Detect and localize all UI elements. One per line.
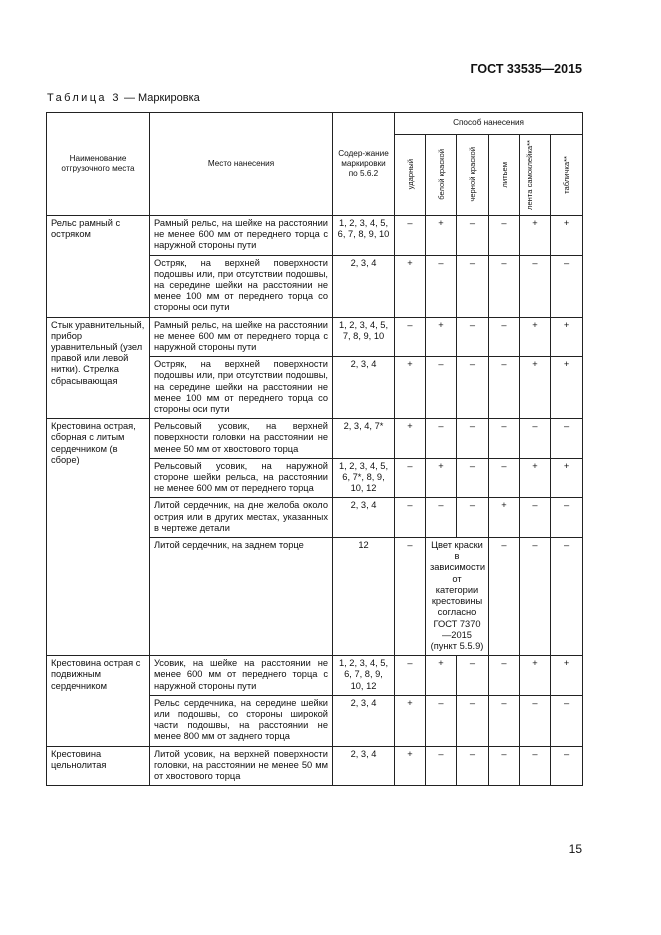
method-mark: – [489, 746, 520, 786]
method-mark: – [457, 317, 489, 357]
marking-location: Рамный рельс, на шейке на расстоянии не менее 600 мм от переднего торца с наружной стороны пути [150, 216, 333, 256]
method-mark: – [457, 255, 489, 317]
method-mark: – [457, 458, 489, 498]
marking-content: 1, 2, 3, 4, 5, 6, 7*, 8, 9, 10, 12 [333, 458, 395, 498]
method-mark: – [551, 746, 583, 786]
method-mark: + [426, 317, 457, 357]
table-row [47, 746, 583, 786]
header-name: Наименование отгрузочного места [47, 113, 150, 216]
method-mark: + [395, 419, 426, 459]
method-label: ударный [405, 159, 415, 190]
method-mark: – [520, 695, 551, 746]
header-method-5 [551, 135, 583, 216]
marking-location: Усовик, на шейке на расстоянии не менее 600 мм от переднего торца с наружной стороны пути [150, 656, 333, 696]
header-content: Содер-жание маркировки по 5.6.2 [333, 113, 395, 216]
method-label: черной краской [468, 147, 477, 202]
method-mark: – [520, 746, 551, 786]
marking-content: 12 [333, 538, 395, 656]
header-method-4 [520, 135, 551, 216]
marking-content: 1, 2, 3, 4, 5, 6, 7, 8, 9, 10 [333, 216, 395, 256]
method-label: литьем [499, 161, 509, 188]
header-place: Место нанесения [150, 113, 333, 216]
method-mark: – [457, 216, 489, 256]
method-mark: – [551, 255, 583, 317]
method-label: лента самоклейка** [525, 139, 534, 210]
method-mark: – [426, 255, 457, 317]
method-mark: + [395, 357, 426, 419]
method-mark: – [520, 419, 551, 459]
marking-location: Рельсовый усовик, на верхней поверхности головки на расстоянии не менее 50 мм от хвостового торца [150, 419, 333, 459]
shipping-place-name: Крестовина острая с подвижным сердечником [47, 656, 150, 746]
method-mark: – [457, 419, 489, 459]
method-mark: – [426, 498, 457, 538]
table-row [47, 317, 583, 357]
method-mark: – [489, 656, 520, 696]
method-mark: – [457, 695, 489, 746]
marking-content: 2, 3, 4 [333, 357, 395, 419]
marking-location: Остряк, на верхней поверхности подошвы или, при отсутствии подошвы, на середине шейки на расстоянии не менее 100 мм от переднего торца со стороны оси пути [150, 255, 333, 317]
method-mark: – [551, 498, 583, 538]
shipping-place-name: Крестовина острая, сборная с литым сердечником (в сборе) [47, 419, 150, 656]
method-mark: – [457, 746, 489, 786]
marking-content: 2, 3, 4 [333, 695, 395, 746]
shipping-place-name: Крестовина цельнолитая [47, 746, 150, 786]
method-mark: + [426, 216, 457, 256]
method-mark: – [457, 357, 489, 419]
shipping-place-name: Рельс рамный с остряком [47, 216, 150, 318]
method-mark: – [426, 746, 457, 786]
method-label: белой краской [436, 149, 446, 200]
header-method-2 [457, 135, 489, 216]
header-method: Способ нанесения [395, 113, 583, 135]
table-row [47, 656, 583, 696]
header-method-3 [489, 135, 520, 216]
method-label: табличка** [562, 155, 572, 194]
paint-color-note: Цвет краски в зависимости от категории крестовины согласно ГОСТ 7370—2015 (пункт 5.5.9) [426, 538, 489, 656]
method-mark: + [520, 216, 551, 256]
method-mark: – [551, 419, 583, 459]
marking-content: 1, 2, 3, 4, 5, 6, 7, 8, 9, 10, 12 [333, 656, 395, 696]
method-mark: + [520, 458, 551, 498]
method-mark: + [551, 216, 583, 256]
marking-location: Рельсовый усовик, на наружной стороне шейки рельса, на расстоянии не менее 600 мм от переднего торца [150, 458, 333, 498]
method-mark: – [426, 357, 457, 419]
method-mark: – [520, 498, 551, 538]
method-mark: – [395, 216, 426, 256]
method-mark: – [489, 458, 520, 498]
method-mark: – [395, 498, 426, 538]
method-mark: – [489, 317, 520, 357]
table-body [47, 113, 583, 786]
method-mark: – [520, 255, 551, 317]
marking-location: Литой сердечник, на заднем торце [150, 538, 333, 656]
method-mark: + [395, 695, 426, 746]
marking-content: 2, 3, 4 [333, 498, 395, 538]
method-mark: + [489, 498, 520, 538]
method-mark: – [457, 498, 489, 538]
method-mark: – [395, 656, 426, 696]
table-row [47, 419, 583, 459]
method-mark: – [489, 255, 520, 317]
method-mark: + [426, 656, 457, 696]
method-mark: – [489, 538, 520, 656]
marking-location: Остряк, на верхней поверхности подошвы или, при отсутствии подошвы, на середине шейки на расстоянии не менее 100 мм от переднего торца со стороны оси пути [150, 357, 333, 419]
marking-location: Рельс сердечника, на середине шейки или подошвы, со стороны широкой части подошвы, на расстоянии не менее 800 мм от заднего торца [150, 695, 333, 746]
method-mark: – [489, 419, 520, 459]
method-mark: – [489, 216, 520, 256]
method-mark: – [426, 419, 457, 459]
method-mark: – [457, 656, 489, 696]
method-mark: + [551, 656, 583, 696]
header-method-1 [426, 135, 457, 216]
table-label: Таблица 3 [47, 92, 121, 104]
marking-location: Литой усовик, на верхней поверхности головки, на расстоянии не менее 50 мм от хвостового торца [150, 746, 333, 786]
marking-location: Литой сердечник, на дне желоба около острия или в других местах, указанных в чертеже детали [150, 498, 333, 538]
table-caption [47, 92, 200, 104]
page-number: 15 [568, 842, 582, 856]
method-mark: + [426, 458, 457, 498]
header-row-1 [47, 113, 583, 135]
method-mark: + [520, 357, 551, 419]
table-row [47, 216, 583, 256]
method-mark: + [551, 357, 583, 419]
method-mark: – [520, 538, 551, 656]
marking-table [46, 112, 583, 786]
marking-content: 2, 3, 4 [333, 255, 395, 317]
marking-content: 1, 2, 3, 4, 5, 7, 8, 9, 10 [333, 317, 395, 357]
marking-location: Рамный рельс, на шейке на расстоянии не менее 600 мм от переднего торца с наружной стороны пути [150, 317, 333, 357]
method-mark: + [551, 317, 583, 357]
method-mark: + [520, 317, 551, 357]
method-mark: + [395, 746, 426, 786]
shipping-place-name: Стык уравнительный, прибор уравнительный (узел правой или левой нитки). Стрелка сбрасывающая [47, 317, 150, 419]
method-mark: – [551, 538, 583, 656]
method-mark: – [551, 695, 583, 746]
marking-content: 2, 3, 4, 7* [333, 419, 395, 459]
method-mark: – [395, 458, 426, 498]
marking-content: 2, 3, 4 [333, 746, 395, 786]
method-mark: + [395, 255, 426, 317]
method-mark: + [551, 458, 583, 498]
header-method-0 [395, 135, 426, 216]
method-mark: – [395, 538, 426, 656]
method-mark: – [426, 695, 457, 746]
method-mark: – [489, 695, 520, 746]
document-code: ГОСТ 33535—2015 [470, 62, 582, 76]
method-mark: – [489, 357, 520, 419]
method-mark: + [520, 656, 551, 696]
table-title: — Маркировка [120, 92, 200, 104]
method-mark: – [395, 317, 426, 357]
